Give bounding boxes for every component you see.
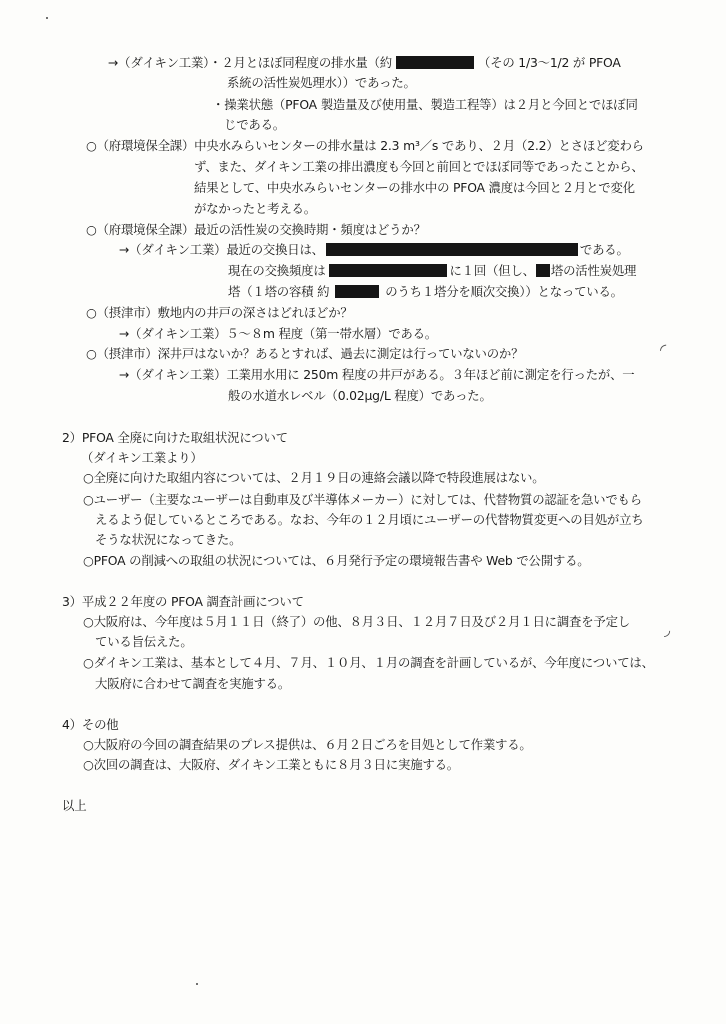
s3-line-4: 大阪府に合わせて調査を実施する。 xyxy=(95,676,291,691)
s1-line-3: ・操業状態（PFOA 製造量及び使用量、製造工程等）は２月と今回とでほぼ同 xyxy=(212,97,638,112)
section-3-heading: 3）平成２２年度の PFOA 調査計画について xyxy=(62,594,304,609)
binding-hole-mark: ◜ xyxy=(660,340,667,359)
redaction-block xyxy=(326,243,578,256)
scan-speck xyxy=(46,17,48,19)
s1-line-16: →（ダイキン工業）工業用水用に 250m 程度の井戸がある。３年ほど前に測定を行ったが、一 xyxy=(119,367,635,382)
s2-line-2: ○ユーザー（主要なユーザーは自動車及び半導体メーカー）に対しては、代替物質の認証を急いでもら xyxy=(83,492,642,507)
s1-line-9: ○（府環境保全課）最近の活性炭の交換時期・頻度はどうか？ xyxy=(86,222,426,237)
section-2-heading: 2）PFOA 全廃に向けた取組状況について xyxy=(62,430,288,445)
s2-line-5: ○PFOA の削減への取組の状況については、６月発行予定の環境報告書や Web で公開する。 xyxy=(83,553,590,568)
s1-line-8: がなかったと考える。 xyxy=(194,201,316,216)
s1-line-13: ○（摂津市）敷地内の井戸の深さはどれほどか？ xyxy=(86,305,353,320)
redaction-block xyxy=(536,264,550,277)
section-2-subheading: （ダイキン工業より） xyxy=(81,450,203,465)
binding-hole-mark: ◞ xyxy=(664,620,671,639)
s1-line-14: →（ダイキン工業）５～８m 程度（第一帯水層）である。 xyxy=(119,326,437,341)
s1-line-1: →（ダイキン工業）・２月とほぼ同程度の排水量（約 （その 1/3～1/2 が PFOA xyxy=(108,55,621,70)
s1-line-6: ず、また、ダイキン工業の排出濃度も今回と前回とでほぼ同等であったことから、 xyxy=(194,159,644,174)
closing-text: 以上 xyxy=(62,798,87,813)
s1-line-10: →（ダイキン工業）最近の交換日は、 である。 xyxy=(119,242,629,257)
s2-line-4: そうな状況になってきた。 xyxy=(95,532,242,547)
s1-line-4: じである。 xyxy=(224,117,285,132)
s1-line-17: 般の水道水レベル（0.02μg/L 程度）であった。 xyxy=(228,388,492,403)
s1-line-12: 塔（１塔の容積 約 のうち１塔分を順次交換））となっている。 xyxy=(228,284,623,299)
s1-line-2: 系統の活性炭処理水））であった。 xyxy=(227,75,416,90)
s1-line-11: 現在の交換頻度は に１回（但し、 塔の活性炭処理 xyxy=(228,263,637,278)
s2-line-3: えるよう促しているところである。なお、今年の１２月頃にユーザーの代替物質変更への目処が立ち xyxy=(95,512,644,527)
redaction-block xyxy=(329,264,447,277)
s1-line-15: ○（摂津市）深井戸はないか？あるとすれば、過去に測定は行っていないのか？ xyxy=(86,346,524,361)
s3-line-2: ている旨伝えた。 xyxy=(95,634,193,649)
section-4-heading: 4）その他 xyxy=(62,717,119,732)
s3-line-3: ○ダイキン工業は、基本として４月、７月、１０月、１月の調査を計画しているが、今年度については、 xyxy=(83,655,654,670)
s1-line-5: ○（府環境保全課）中央水みらいセンターの排水量は 2.3 m³／s であり、２月（2.2）とさほど変わら xyxy=(86,138,644,153)
redaction-block xyxy=(335,285,379,298)
scan-speck xyxy=(196,983,198,985)
redaction-block xyxy=(396,56,474,69)
s2-line-1: ○全廃に向けた取組内容については、２月１９日の連絡会議以降で特段進展はない。 xyxy=(83,470,545,485)
s1-line-7: 結果として、中央水みらいセンターの排水中の PFOA 濃度は今回と２月とで変化 xyxy=(194,180,635,195)
s4-line-2: ○次回の調査は、大阪府、ダイキン工業ともに８月３日に実施する。 xyxy=(83,757,459,772)
s4-line-1: ○大阪府の今回の調査結果のプレス提供は、６月２日ごろを目処として作業する。 xyxy=(83,737,532,752)
s3-line-1: ○大阪府は、今年度は５月１１日（終了）の他、８月３日、１２月７日及び２月１日に調査を予定し xyxy=(83,614,630,629)
